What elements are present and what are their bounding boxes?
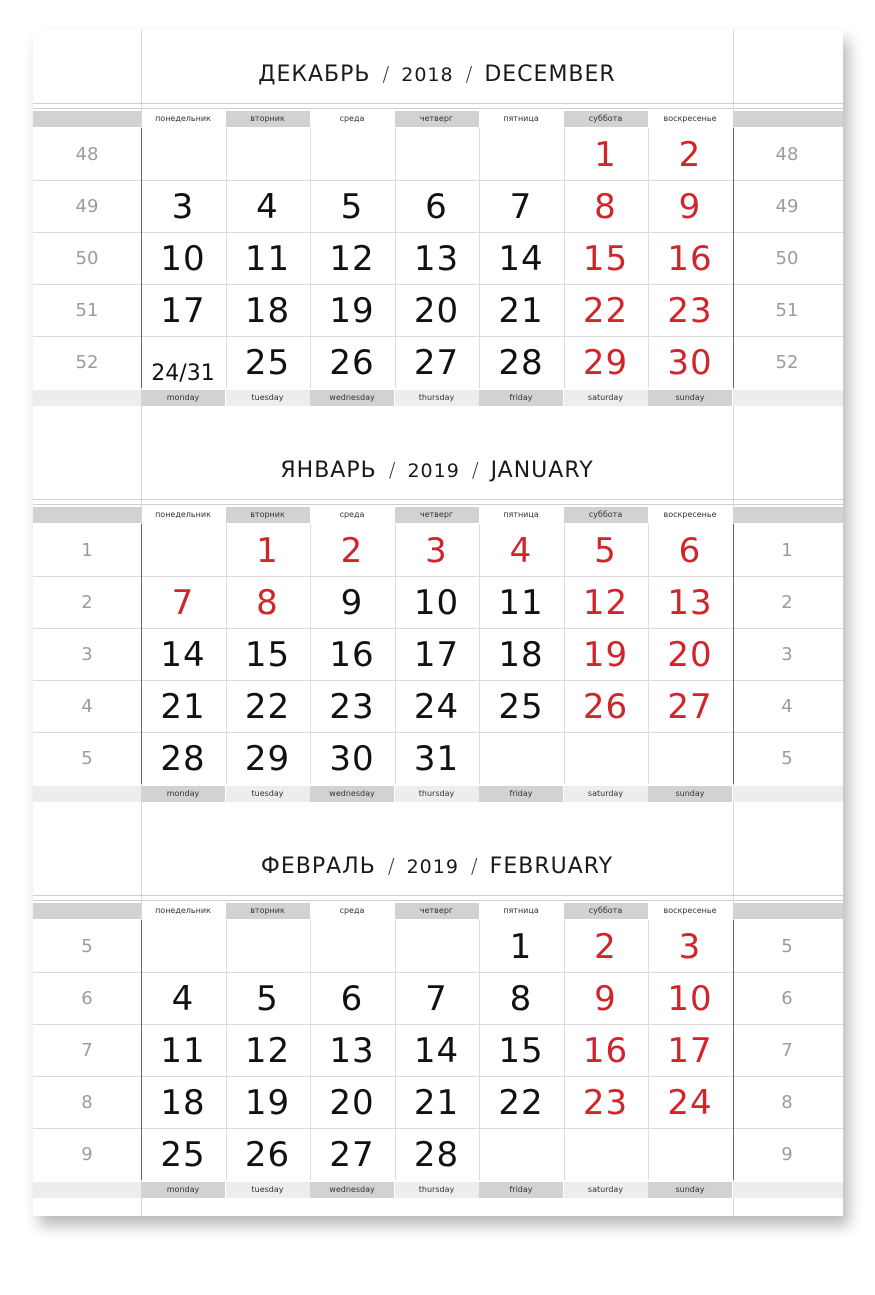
month-block <box>33 822 843 1218</box>
column-divider <box>141 128 142 388</box>
weekday-label-ru: среда <box>339 114 365 123</box>
title-separator: / <box>382 62 390 86</box>
week-number: 50 <box>775 248 799 269</box>
week-number: 6 <box>781 988 793 1009</box>
footer-band <box>33 786 141 802</box>
day-number: 15 <box>498 1031 544 1071</box>
weekday-label-ru: понедельник <box>155 510 211 519</box>
day-number: 18 <box>244 291 291 331</box>
day-number: 22 <box>582 291 629 331</box>
row-divider <box>33 1128 843 1129</box>
row-divider <box>33 628 843 629</box>
day-number: 16 <box>329 635 375 675</box>
weekday-label-ru: пятница <box>503 906 539 915</box>
week-number: 49 <box>775 196 799 217</box>
day-number: 9 <box>340 583 364 623</box>
title-separator: / <box>388 458 396 482</box>
day-number: 25 <box>244 343 291 383</box>
weekday-label-ru: суббота <box>564 111 648 127</box>
day-number: 19 <box>329 291 375 331</box>
day-number: 3 <box>678 927 702 967</box>
week-number: 9 <box>781 1144 793 1165</box>
weekday-label-ru: воскресенье <box>663 510 717 519</box>
day-number: 8 <box>509 979 533 1019</box>
day-number: 7 <box>171 583 195 623</box>
day-number: 29 <box>244 739 291 779</box>
day-number: 20 <box>413 291 460 331</box>
weekday-label-en: tuesday <box>226 786 310 802</box>
header-band <box>733 903 843 919</box>
week-number: 7 <box>81 1040 93 1061</box>
weekday-label-en: thursday <box>395 390 479 406</box>
week-number: 8 <box>81 1092 93 1113</box>
week-number: 7 <box>781 1040 793 1061</box>
day-number: 25 <box>160 1135 206 1175</box>
weekday-label-ru: суббота <box>564 507 648 523</box>
week-number: 5 <box>81 936 93 957</box>
divider-line <box>33 900 843 901</box>
week-number: 9 <box>81 1144 93 1165</box>
day-number: 27 <box>667 687 713 727</box>
day-number: 29 <box>582 343 629 383</box>
column-divider <box>226 524 227 784</box>
week-number: 3 <box>781 644 793 665</box>
weekday-label-en: saturday <box>564 1182 648 1198</box>
month-block <box>33 426 843 822</box>
month-name-en: JANUARY <box>490 458 594 483</box>
day-number: 15 <box>244 635 291 675</box>
row-divider <box>33 232 843 233</box>
day-number: 7 <box>425 979 448 1019</box>
weekday-label-en: saturday <box>564 390 648 406</box>
column-divider <box>141 524 142 784</box>
day-number: 1 <box>594 135 617 175</box>
month-block <box>33 30 843 426</box>
day-number: 15 <box>582 239 629 279</box>
day-number: 12 <box>582 583 629 623</box>
day-number: 6 <box>425 187 448 227</box>
day-number: 17 <box>667 1031 713 1071</box>
week-number: 51 <box>775 300 799 321</box>
day-number: 28 <box>160 739 206 779</box>
day-number: 10 <box>413 583 460 623</box>
day-number: 2 <box>678 135 702 175</box>
day-number: 3 <box>425 531 448 571</box>
month-name-ru: ДЕКАБРЬ <box>258 62 371 87</box>
week-number: 5 <box>781 936 793 957</box>
week-number: 49 <box>75 196 99 217</box>
column-divider <box>648 128 649 388</box>
day-number: 7 <box>509 187 533 227</box>
day-number: 23 <box>582 1083 629 1123</box>
weekday-label-en: thursday <box>395 1182 479 1198</box>
column-divider <box>395 128 396 388</box>
day-number: 25 <box>498 687 544 727</box>
weekday-label-ru: воскресенье <box>663 114 717 123</box>
month-name-en: DECEMBER <box>484 62 616 87</box>
weekday-label-en: tuesday <box>226 390 310 406</box>
day-number: 14 <box>498 239 544 279</box>
weekday-label-en: wednesday <box>310 786 394 802</box>
weekday-label-ru: пятница <box>503 114 539 123</box>
row-divider <box>33 576 843 577</box>
column-divider <box>479 524 480 784</box>
day-number: 4 <box>509 531 533 571</box>
month-title <box>141 458 733 492</box>
weekday-label-en: sunday <box>648 1182 732 1198</box>
day-number <box>141 349 225 389</box>
day-number: 14 <box>160 635 206 675</box>
day-number: 31 <box>413 739 460 779</box>
weekday-footer-en <box>33 1182 843 1198</box>
weekday-label-ru: четверг <box>395 903 479 919</box>
weekday-label-en: wednesday <box>310 390 394 406</box>
day-number: 26 <box>329 343 375 383</box>
day-number: 6 <box>340 979 364 1019</box>
month-year: 2018 <box>401 64 454 86</box>
row-divider <box>33 972 843 973</box>
weekday-label-ru: четверг <box>395 111 479 127</box>
day-number: 28 <box>498 343 544 383</box>
row-divider <box>33 1076 843 1077</box>
day-number: 30 <box>667 343 713 383</box>
weekday-label-en: friday <box>479 390 563 406</box>
divider-line <box>33 103 843 104</box>
day-number: 2 <box>594 927 617 967</box>
column-divider <box>648 524 649 784</box>
weekday-label-en: sunday <box>648 786 732 802</box>
weekday-label-ru: среда <box>339 906 365 915</box>
column-divider <box>564 524 565 784</box>
row-divider <box>33 284 843 285</box>
day-number: 9 <box>594 979 617 1019</box>
header-band <box>33 111 141 127</box>
month-name-ru: ЯНВАРЬ <box>280 458 377 483</box>
weekday-label-en: monday <box>141 1182 225 1198</box>
week-number: 48 <box>775 144 799 165</box>
week-number: 50 <box>75 248 99 269</box>
weekday-header-ru <box>33 111 843 127</box>
week-number: 3 <box>81 644 93 665</box>
day-number: 13 <box>329 1031 375 1071</box>
day-number: 18 <box>498 635 544 675</box>
weekday-label-en: wednesday <box>310 1182 394 1198</box>
calendar-sheet <box>33 30 843 1216</box>
day-number: 24 <box>667 1083 713 1123</box>
footer-band <box>33 1182 141 1198</box>
weekday-label-ru: суббота <box>564 903 648 919</box>
title-separator: / <box>465 62 473 86</box>
week-number: 4 <box>781 696 793 717</box>
weekday-label-en: saturday <box>564 786 648 802</box>
day-number: 26 <box>582 687 629 727</box>
day-number: 19 <box>582 635 629 675</box>
title-separator: / <box>387 854 395 878</box>
day-number: 20 <box>667 635 713 675</box>
column-divider <box>226 920 227 1180</box>
weekday-label-ru: понедельник <box>155 906 211 915</box>
weekday-label-ru: понедельник <box>155 114 211 123</box>
weekday-label-en: tuesday <box>226 1182 310 1198</box>
day-number: 17 <box>413 635 460 675</box>
day-number: 14 <box>413 1031 460 1071</box>
week-number: 52 <box>775 352 799 373</box>
day-number: 23 <box>667 291 713 331</box>
day-number: 11 <box>160 1031 206 1071</box>
row-divider <box>33 180 843 181</box>
weekday-label-en: friday <box>479 1182 563 1198</box>
footer-band <box>733 786 843 802</box>
month-year: 2019 <box>407 460 460 482</box>
column-divider <box>733 920 734 1180</box>
footer-band <box>733 1182 843 1198</box>
title-separator: / <box>471 458 479 482</box>
divider-line <box>33 108 843 109</box>
footer-band <box>33 390 141 406</box>
day-number: 12 <box>244 1031 291 1071</box>
column-divider <box>564 128 565 388</box>
week-number: 51 <box>75 300 99 321</box>
month-year: 2019 <box>406 856 459 878</box>
week-number: 6 <box>81 988 93 1009</box>
day-number: 27 <box>413 343 460 383</box>
weekday-label-ru: четверг <box>395 507 479 523</box>
day-number: 2 <box>340 531 364 571</box>
header-band <box>733 111 843 127</box>
week-number: 2 <box>781 592 793 613</box>
week-number: 48 <box>75 144 99 165</box>
day-number: 30 <box>329 739 375 779</box>
column-divider <box>395 524 396 784</box>
weekday-header-ru <box>33 903 843 919</box>
day-number: 10 <box>160 239 206 279</box>
footer-band <box>733 390 843 406</box>
month-title <box>141 854 733 888</box>
row-divider <box>33 336 843 337</box>
weekday-label-en: monday <box>141 786 225 802</box>
column-divider <box>226 128 227 388</box>
day-number: 27 <box>329 1135 375 1175</box>
column-divider <box>733 128 734 388</box>
week-number: 4 <box>81 696 93 717</box>
day-number: 16 <box>582 1031 629 1071</box>
week-number: 5 <box>81 748 93 769</box>
weekday-label-ru: вторник <box>226 507 310 523</box>
day-number: 1 <box>509 927 533 967</box>
day-number: 5 <box>256 979 279 1019</box>
day-number: 4 <box>256 187 279 227</box>
day-number: 13 <box>413 239 460 279</box>
column-divider <box>310 524 311 784</box>
day-number: 8 <box>256 583 279 623</box>
month-name-en: FEBRUARY <box>489 854 614 879</box>
row-divider <box>33 732 843 733</box>
day-number: 21 <box>413 1083 460 1123</box>
day-number: 23 <box>329 687 375 727</box>
day-number: 13 <box>667 583 713 623</box>
day-number: 22 <box>244 687 291 727</box>
day-number: 24 <box>413 687 460 727</box>
month-name-ru: ФЕВРАЛЬ <box>260 854 376 879</box>
column-divider <box>733 524 734 784</box>
day-number: 12 <box>329 239 375 279</box>
weekday-header-ru <box>33 507 843 523</box>
column-divider <box>564 920 565 1180</box>
day-number: 6 <box>678 531 702 571</box>
title-separator: / <box>470 854 478 878</box>
column-divider <box>479 920 480 1180</box>
day-number: 10 <box>667 979 713 1019</box>
day-number: 5 <box>594 531 617 571</box>
week-number: 2 <box>81 592 93 613</box>
day-number: 3 <box>171 187 195 227</box>
weekday-label-ru: воскресенье <box>663 906 717 915</box>
day-number: 21 <box>160 687 206 727</box>
day-pair: 24/31 <box>151 361 215 386</box>
week-number: 8 <box>781 1092 793 1113</box>
day-number: 5 <box>340 187 364 227</box>
day-number: 19 <box>244 1083 291 1123</box>
column-divider <box>310 920 311 1180</box>
day-number: 8 <box>594 187 617 227</box>
day-number: 26 <box>244 1135 291 1175</box>
column-divider <box>479 128 480 388</box>
header-band <box>733 507 843 523</box>
week-number: 52 <box>75 352 99 373</box>
week-number: 1 <box>81 540 93 561</box>
weekday-label-ru: пятница <box>503 510 539 519</box>
day-number: 18 <box>160 1083 206 1123</box>
day-number: 21 <box>498 291 544 331</box>
weekday-label-en: monday <box>141 390 225 406</box>
day-number: 11 <box>498 583 544 623</box>
weekday-footer-en <box>33 390 843 406</box>
day-number: 11 <box>244 239 291 279</box>
day-number: 1 <box>256 531 279 571</box>
divider-line <box>33 895 843 896</box>
month-title <box>141 62 733 96</box>
header-band <box>33 903 141 919</box>
weekday-label-ru: вторник <box>226 111 310 127</box>
column-divider <box>648 920 649 1180</box>
day-number: 22 <box>498 1083 544 1123</box>
row-divider <box>33 680 843 681</box>
weekday-label-en: sunday <box>648 390 732 406</box>
column-divider <box>310 128 311 388</box>
column-divider <box>395 920 396 1180</box>
day-number: 4 <box>171 979 195 1019</box>
weekday-footer-en <box>33 786 843 802</box>
row-divider <box>33 1024 843 1025</box>
weekday-label-en: friday <box>479 786 563 802</box>
weekday-label-en: thursday <box>395 786 479 802</box>
day-number: 17 <box>160 291 206 331</box>
day-number: 28 <box>413 1135 460 1175</box>
header-band <box>33 507 141 523</box>
week-number: 5 <box>781 748 793 769</box>
weekday-label-ru: вторник <box>226 903 310 919</box>
day-number: 20 <box>329 1083 375 1123</box>
divider-line <box>33 504 843 505</box>
divider-line <box>33 499 843 500</box>
column-divider <box>141 920 142 1180</box>
week-number: 1 <box>781 540 793 561</box>
weekday-label-ru: среда <box>339 510 365 519</box>
day-number: 16 <box>667 239 713 279</box>
day-number: 9 <box>678 187 702 227</box>
